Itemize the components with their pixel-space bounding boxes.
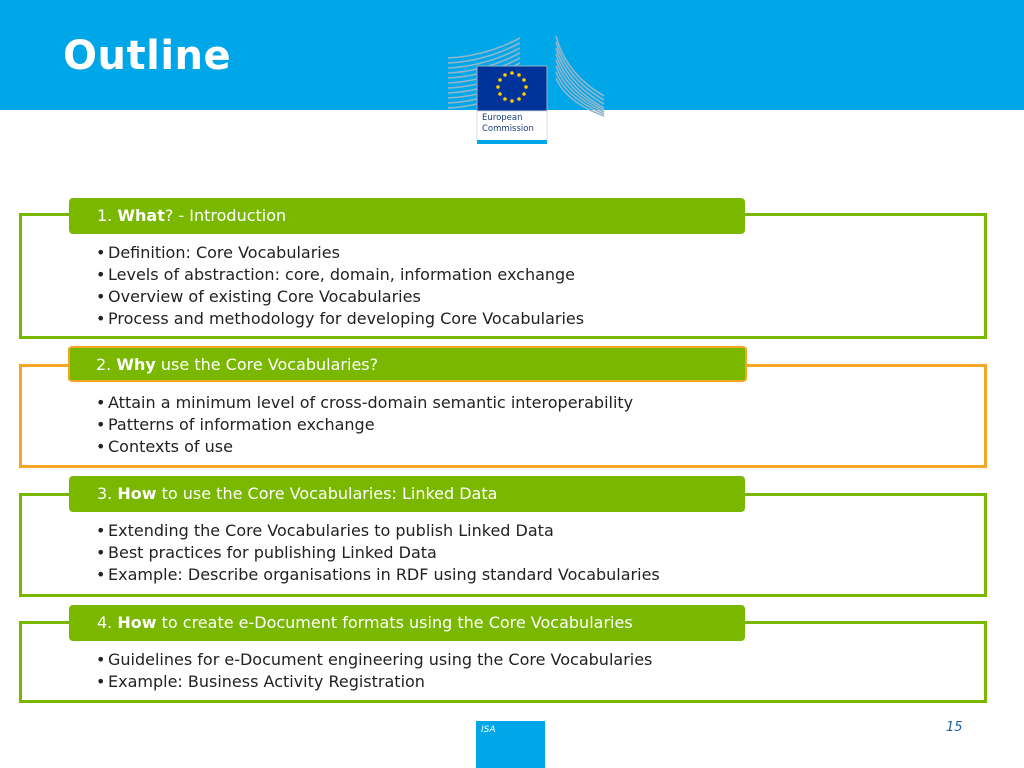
list-item-text: Extending the Core Vocabularies to publish Linked Data (108, 521, 554, 540)
list-item-text: Levels of abstraction: core, domain, information exchange (108, 265, 576, 284)
list-item-text: Process and methodology for developing Core Vocabularies (108, 309, 585, 328)
list-item-text: Example: Describe organisations in RDF using standard Vocabularies (108, 565, 660, 584)
section-2-tab[interactable] (68, 346, 747, 382)
european-commission-logo (446, 34, 606, 146)
section-3-title: to use the Core Vocabularies: Linked Data (156, 484, 498, 503)
section-3-list (96, 520, 660, 586)
bullet-icon: • (96, 393, 106, 412)
list-item (96, 436, 633, 458)
list-item (96, 649, 652, 671)
bullet-icon: • (96, 565, 106, 584)
isa-logo (476, 721, 545, 768)
list-item-text: Attain a minimum level of cross-domain semantic interoperability (108, 393, 634, 412)
bullet-icon: • (96, 650, 106, 669)
list-item-text: Overview of existing Core Vocabularies (108, 287, 421, 306)
list-item-text: Guidelines for e-Document engineering using the Core Vocabularies (108, 650, 653, 669)
bullet-icon: • (96, 243, 106, 262)
bullet-icon: • (96, 287, 106, 306)
section-1-number: 1. (97, 206, 113, 225)
bullet-icon: • (96, 521, 106, 540)
list-item-text: Example: Business Activity Registration (108, 672, 425, 691)
section-3-keyword: How (117, 484, 157, 503)
list-item-text: Definition: Core Vocabularies (108, 243, 340, 262)
bullet-icon: • (96, 265, 106, 284)
page-number: 15 (946, 720, 963, 735)
section-2-number: 2. (96, 355, 112, 374)
section-4-keyword: How (117, 613, 157, 632)
section-3-tab[interactable] (69, 476, 745, 512)
bullet-icon: • (96, 415, 106, 434)
section-1-title: ? - Introduction (164, 206, 287, 225)
list-item (96, 264, 584, 286)
list-item (96, 308, 584, 330)
bullet-icon: • (96, 309, 106, 328)
list-item (96, 671, 652, 693)
bullet-icon: • (96, 543, 106, 562)
list-item (96, 242, 584, 264)
section-1-tab[interactable] (69, 198, 745, 234)
list-item (96, 520, 660, 542)
section-4-list (96, 649, 652, 693)
isa-label: ISA (481, 725, 496, 735)
list-item-text: Patterns of information exchange (108, 415, 375, 434)
section-4-title: to create e-Document formats using the Core Vocabularies (156, 613, 633, 632)
section-2-title: use the Core Vocabularies? (155, 355, 379, 374)
list-item (96, 542, 660, 564)
section-1-keyword: What (117, 206, 165, 225)
section-3-number: 3. (97, 484, 113, 503)
section-1-list (96, 242, 584, 330)
european-commission-wordmark: European Commission (482, 113, 534, 134)
section-2-keyword: Why (116, 355, 156, 374)
list-item-text: Best practices for publishing Linked Data (108, 543, 437, 562)
slide-title: Outline (63, 33, 232, 79)
section-4-tab[interactable] (69, 605, 745, 641)
list-item (96, 564, 660, 586)
list-item (96, 414, 633, 436)
bullet-icon: • (96, 672, 106, 691)
list-item-text: Contexts of use (108, 437, 233, 456)
list-item (96, 392, 633, 414)
section-2-list (96, 392, 633, 458)
list-item (96, 286, 584, 308)
bullet-icon: • (96, 437, 106, 456)
section-4-number: 4. (97, 613, 113, 632)
